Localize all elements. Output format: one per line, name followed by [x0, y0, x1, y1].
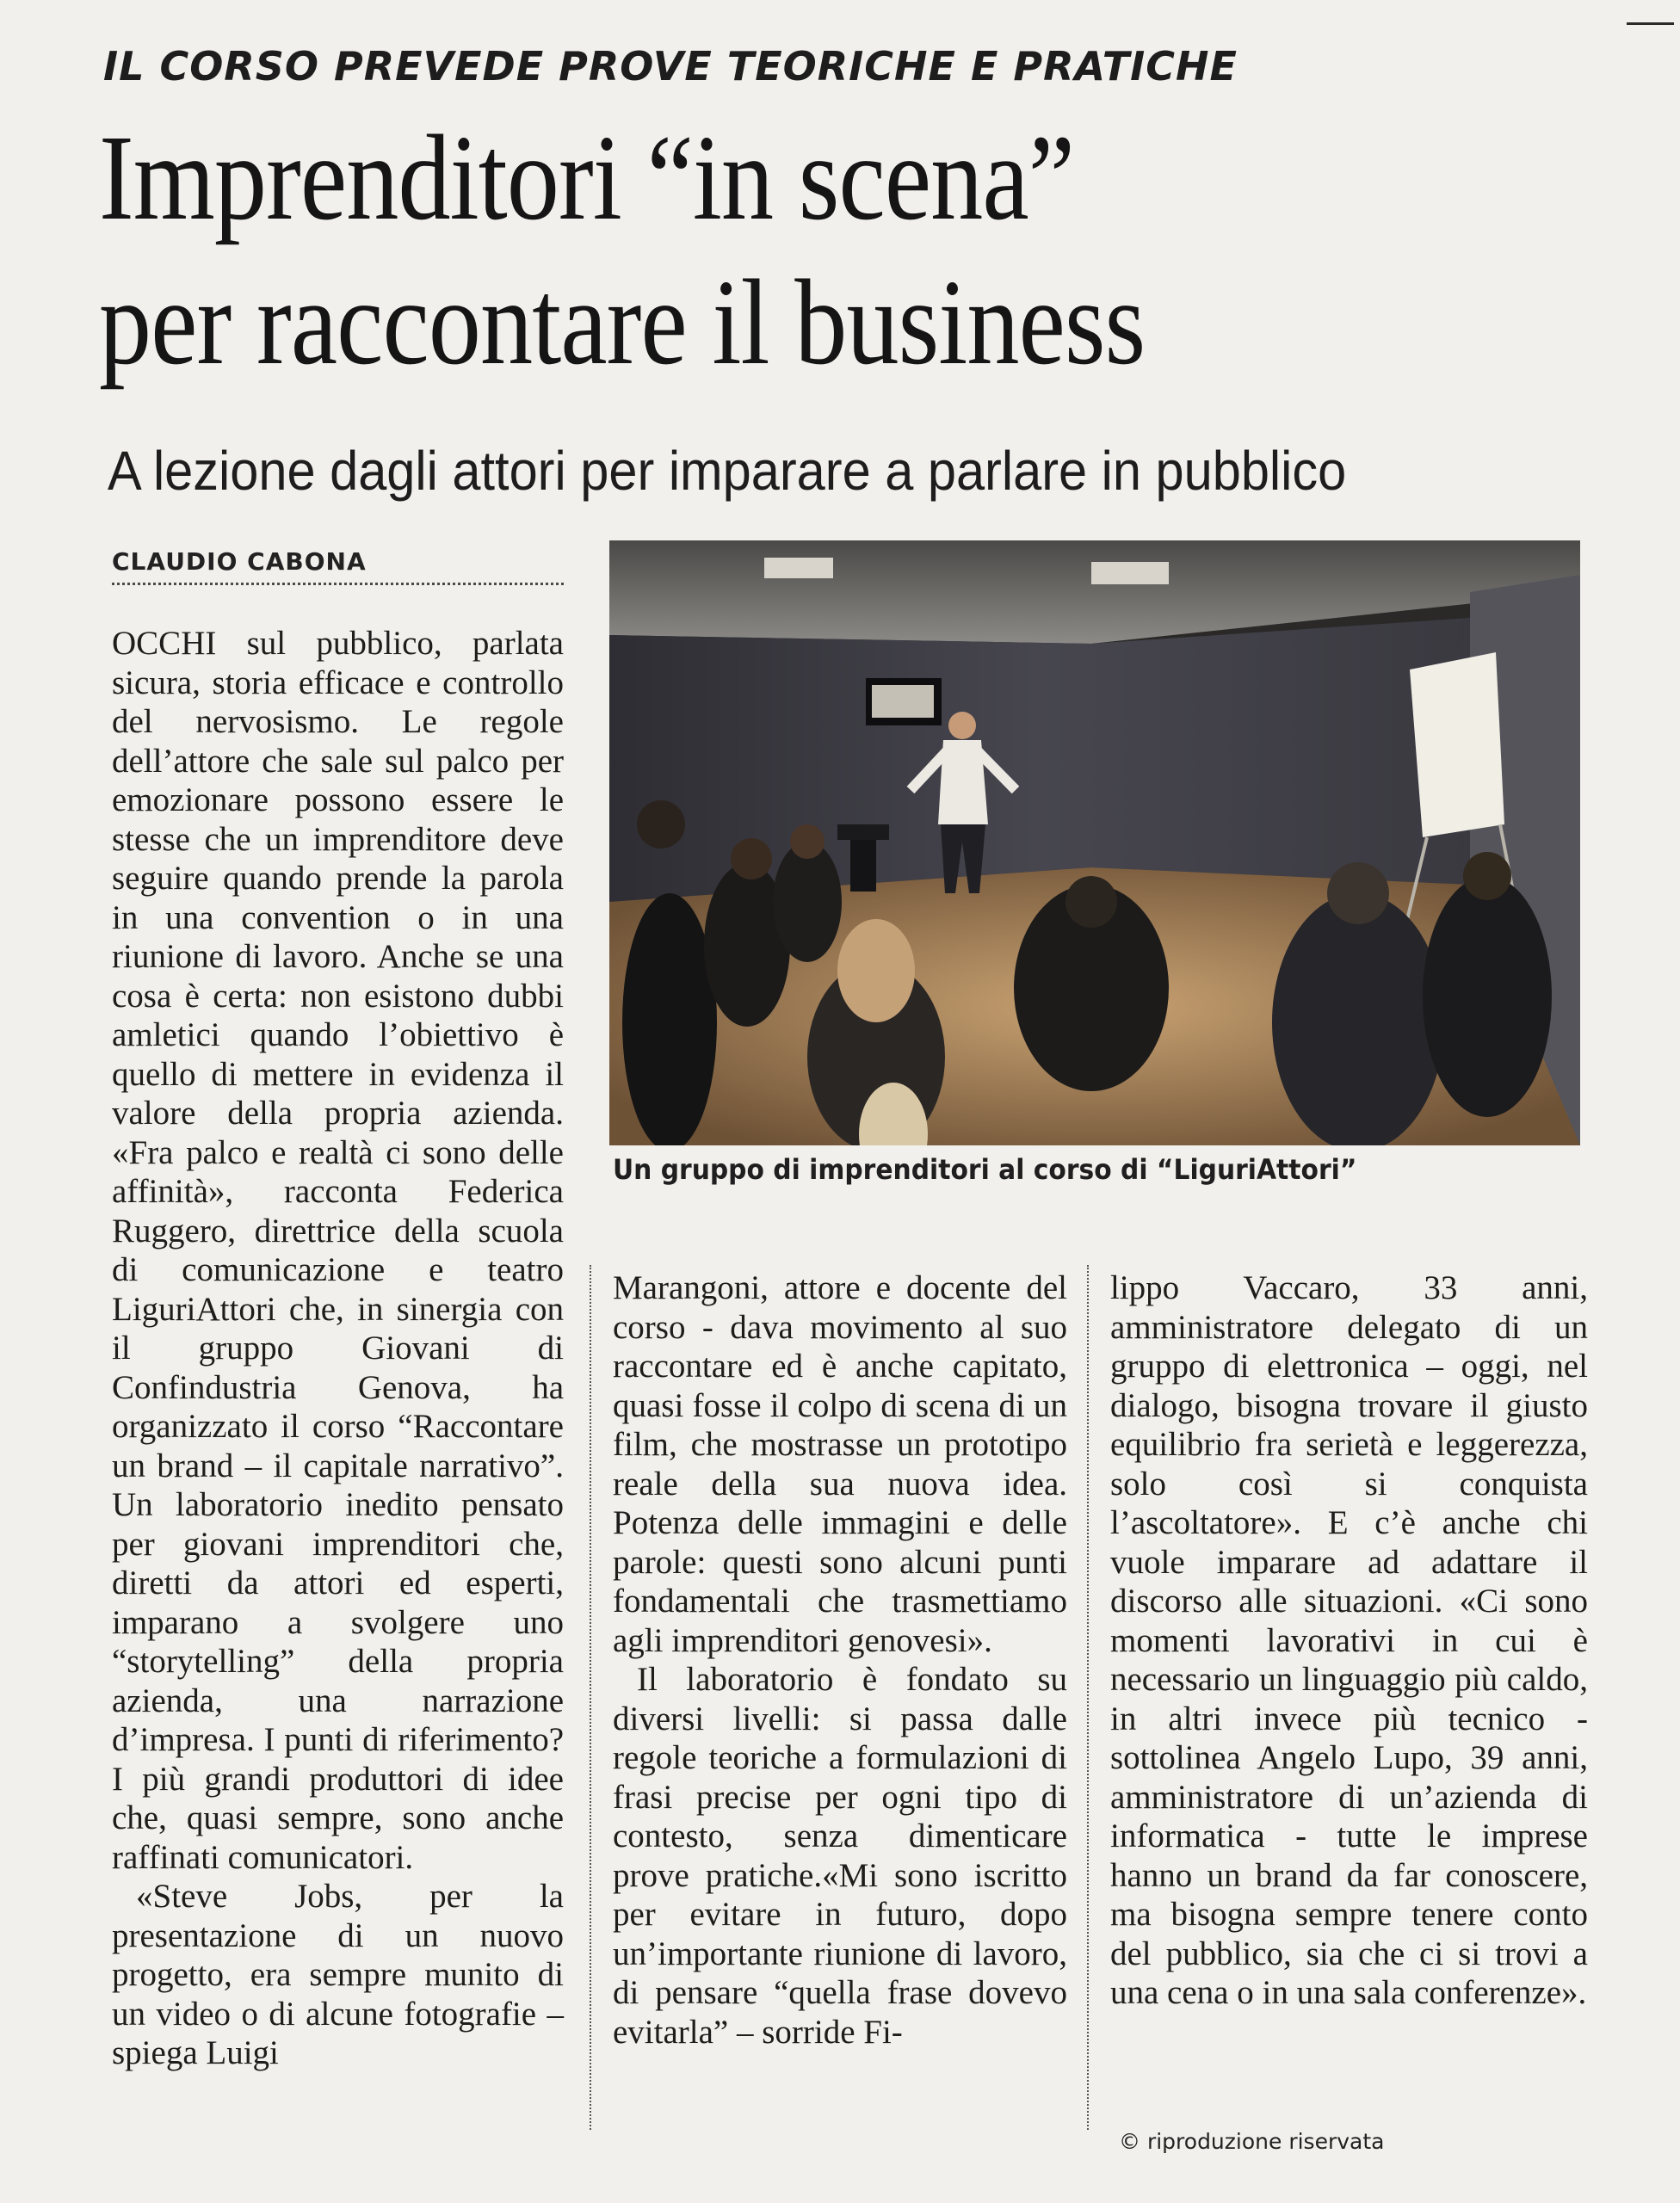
paragraph: Il laboratorio è fondato su diversi livelli: si passa dalle regole teoriche a formulazioni di frasi precise per ogni tipo di contesto, senza dimenticare prove pratiche.«Mi sono iscritto per evitare in futuro, dopo un’importante riunione di lavoro, di pensare “quella frase dovevo evitarla” – sorride Fi- — [613, 1661, 1067, 2051]
ceiling-light — [1091, 562, 1169, 584]
column-divider — [590, 1265, 591, 2130]
byline: CLAUDIO CABONA — [112, 547, 564, 585]
photo-caption: Un gruppo di imprenditori al corso di “LiguriAttori” — [613, 1153, 1357, 1186]
paragraph: OCCHI sul pubblico, parlata sicura, storia efficace e controllo del nervosismo. Le regole dell’attore che sale sul palco per emozionare possono essere le stesse che un imprenditore deve seguire quando prende la parola in una convention o in una riunione di lavoro. Anche se una cosa è certa: non esistono dubbi amletici quando l’obiettivo è quello di mettere in evidenza il valore della propria azienda. «Fra palco e realtà ci sono delle affinità», racconta Federica Ruggero, direttrice della scuola di comunicazione e teatro LiguriAttori che, in sinergia con il gruppo Giovani di Confindustria Genova, ha organizzato il corso “Raccontare un brand – il capitale narrativo”. Un laboratorio inedito pensato per giovani imprenditori che, diretti da attori ed esperti, imparano a svolgere uno “storytelling” della propria azienda, una narrazione d’impresa. I punti di riferimento? I più grandi produttori di idee che, quasi sempre, sono anche raffinati comunicatori. — [112, 625, 564, 1876]
copyright-note: © riproduzione riservata — [1119, 2129, 1385, 2154]
article-photo — [609, 540, 1580, 1145]
headline-line-2: per raccontare il business — [99, 254, 1146, 390]
paragraph: Marangoni, attore e docente del corso - dava movimento al suo raccontare ed è anche capitato, quasi fosse il colpo di scena di un film, che mostrasse un prototipo reale della sua nuova idea. Potenza delle immagini e delle parole: questi sono alcuni punti fondamentali che trasmettiamo agli imprenditori genovesi». — [613, 1269, 1067, 1659]
headline — [99, 105, 1145, 394]
article-column-2 — [613, 1268, 1067, 2052]
photo-scene — [609, 540, 1580, 1145]
headline-line-1: Imprenditori “in scena” — [99, 109, 1075, 245]
paragraph: lippo Vaccaro, 33 anni, amministratore delegato di un gruppo di elettronica – oggi, nel dialogo, bisogna trovare il giusto equilibrio fra serietà e leggerezza, solo così si conquista l’ascoltatore». E c’è anche chi vuole imparare ad adattare il discorso alle situazioni. «Ci sono momenti lavorativi in cui è necessario un linguaggio più caldo, in altri invece più tecnico - sottolinea Angelo Lupo, 39 anni, amministratore di un’azienda di informatica - tutte le imprese hanno un brand da far conoscere, ma bisogna sempre tenere conto del pubblico, sia che ci si trovi a una cena o in una sala conferenze». — [1110, 1269, 1588, 2011]
paragraph: «Steve Jobs, per la presentazione di un nuovo progetto, era sempre munito di un video o di alcune fotografie – spiega Luigi — [112, 1878, 564, 2071]
ceiling-light — [764, 558, 833, 578]
article-column-1 — [112, 624, 564, 2073]
column-divider — [1087, 1265, 1089, 2130]
page-edge-mark — [1627, 22, 1674, 25]
article-column-3 — [1110, 1268, 1588, 2013]
subhead: A lezione dagli attori per imparare a parlare in pubblico — [108, 440, 1347, 502]
kicker: IL CORSO PREVEDE PROVE TEORICHE E PRATICHE — [103, 43, 1238, 89]
wall-screen — [866, 678, 942, 725]
